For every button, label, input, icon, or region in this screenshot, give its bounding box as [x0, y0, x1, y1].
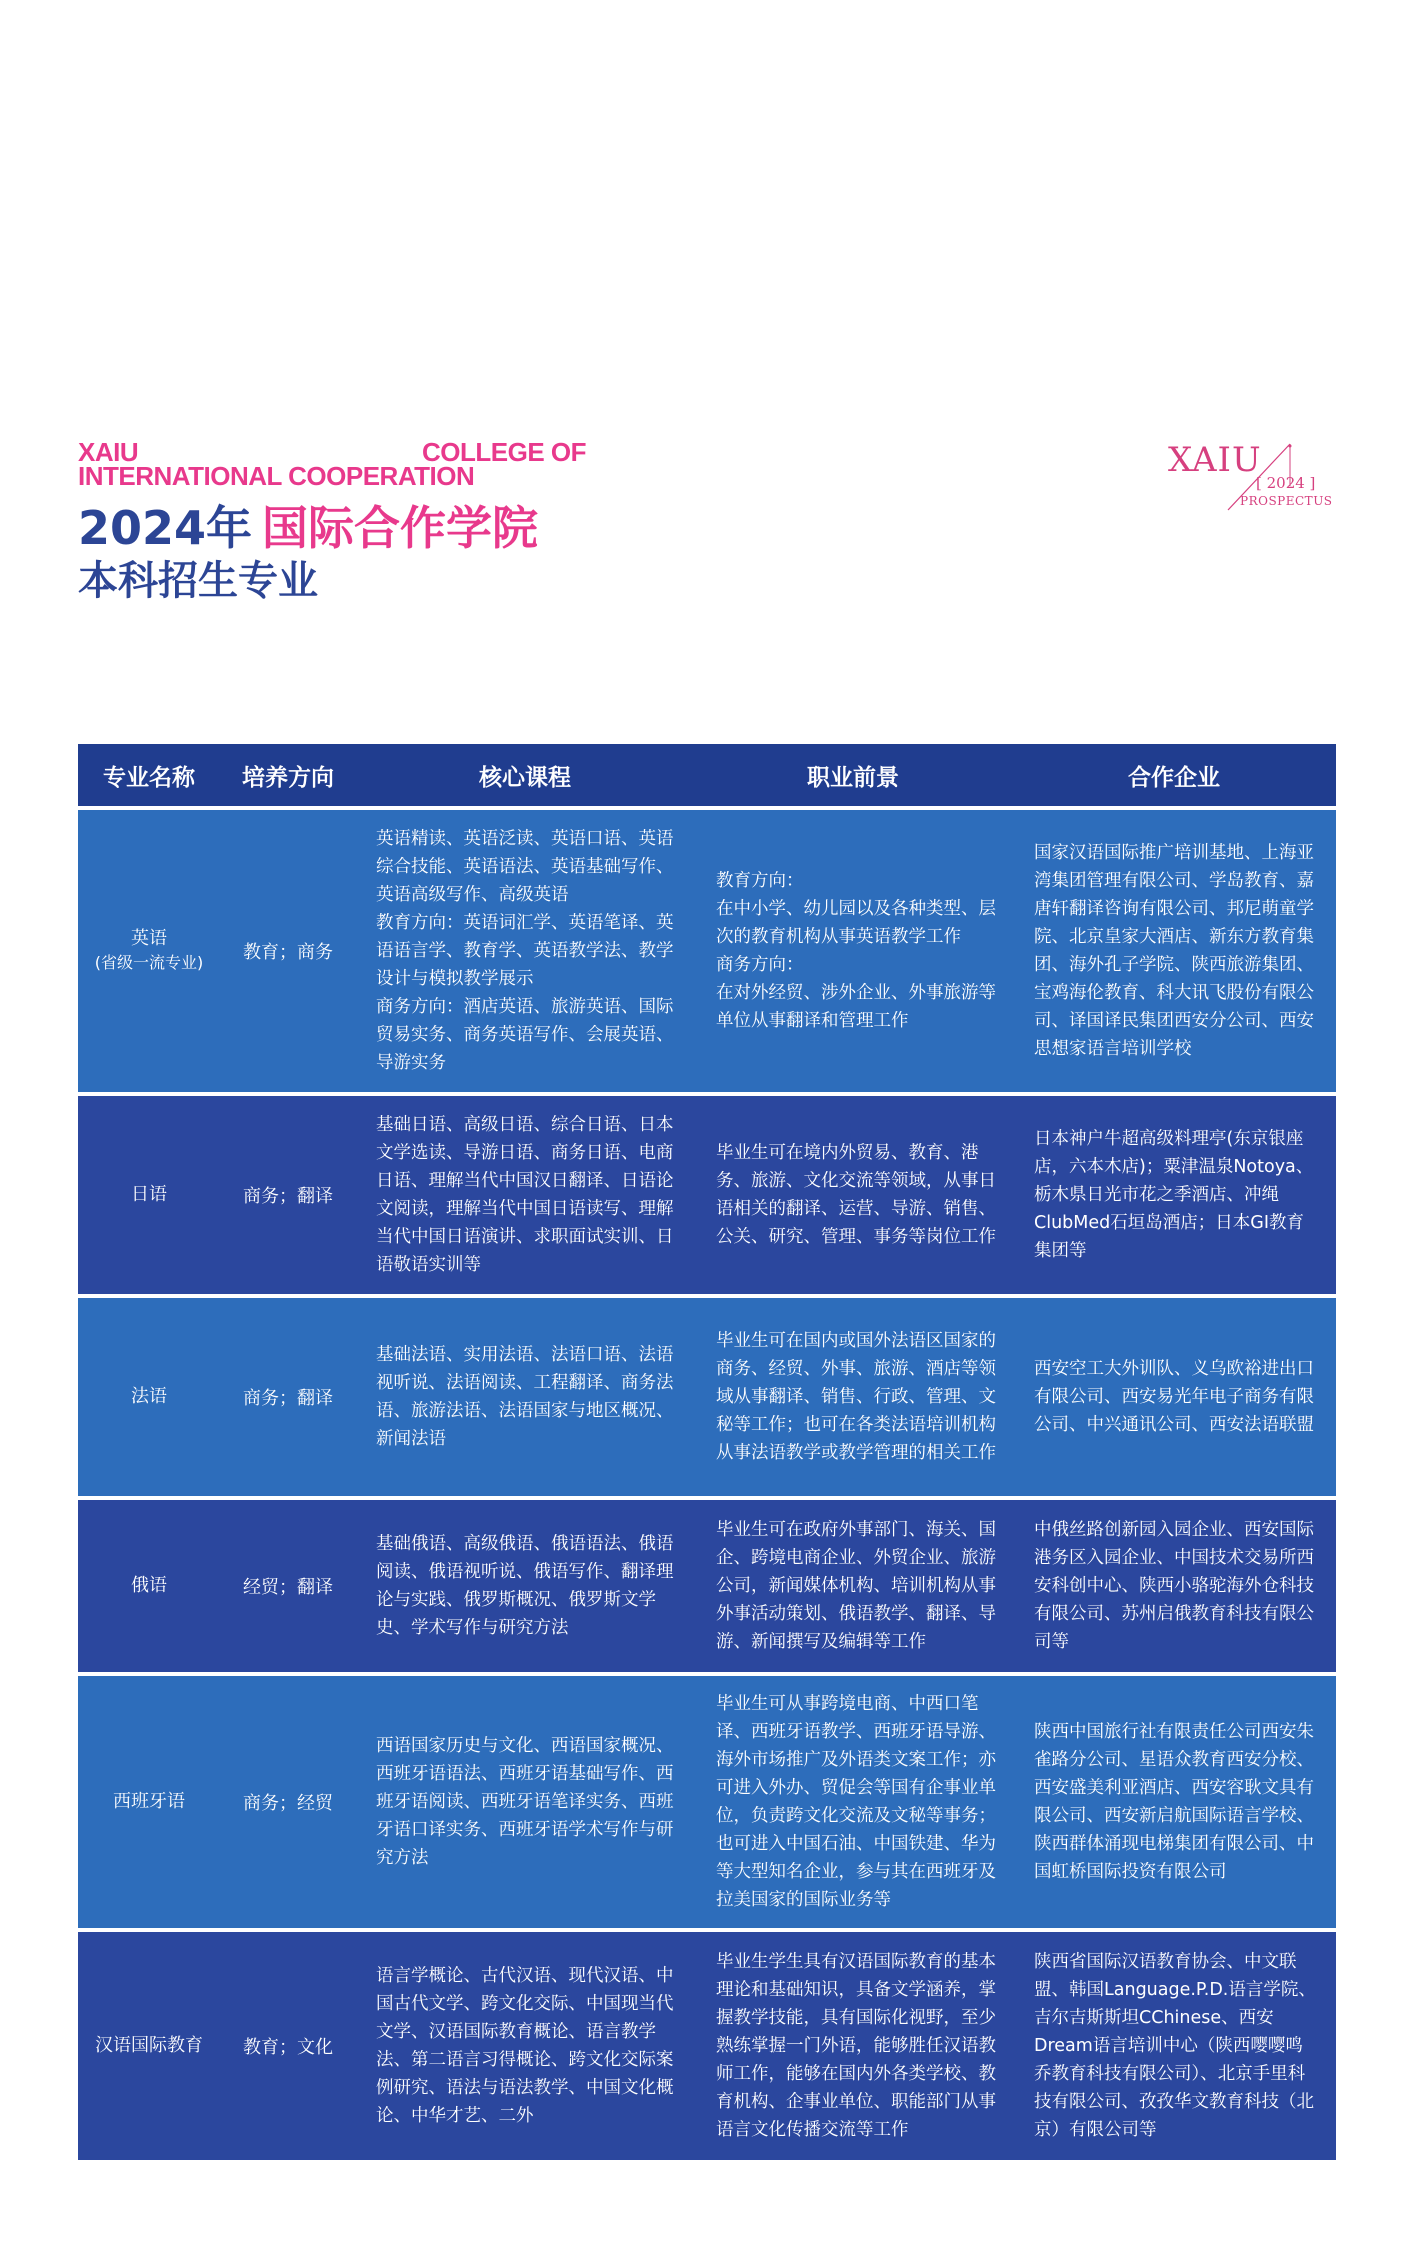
major-courses: 西语国家历史与文化、西语国家概况、西班牙语语法、西班牙语基础写作、西班牙语阅读、西班牙语笔译实务、西班牙语口译实务、西班牙语学术写作与研究方法 — [376, 1736, 674, 1868]
major-name: 汉语国际教育 — [95, 2035, 203, 2056]
major-direction: 商务；经贸 — [243, 1793, 333, 1814]
table-row — [78, 810, 1336, 1092]
major-partners: 陕西省国际汉语教育协会、中文联盟、韩国Language.P.D.语言学院、吉尔吉斯斯坦CChinese、西安Dream语言培训中心（陕西嘤嘤鸣乔教育科技有限公司）、北京手里科技有限公司、孜孜华文教育科技（北京）有限公司等 — [1034, 1952, 1316, 2140]
header-core-courses: 核心课程 — [479, 764, 571, 791]
major-courses: 英语精读、英语泛读、英语口语、英语综合技能、英语语法、英语基础写作、英语高级写作、高级英语 教育方向：英语词汇学、英语笔译、英语语言学、教育学、英语教学法、教学设计与模拟教学展示 商务方向：酒店英语、旅游英语、国际贸易实务、商务英语写作、会展英语、导游实务 — [376, 829, 674, 1073]
major-partners: 陕西中国旅行社有限责任公司西安朱雀路分公司、星语众教育西安分校、西安盛美利亚酒店、西安容耿文具有限公司、西安新启航国际语言学校、陕西群体涌现电梯集团有限公司、中国虹桥国际投资有限公司 — [1034, 1722, 1314, 1882]
major-name: 俄语 — [131, 1575, 167, 1596]
header-major-name: 专业名称 — [103, 764, 195, 791]
table-row — [78, 1096, 1336, 1294]
major-direction: 教育；商务 — [243, 942, 333, 963]
major-direction: 商务；翻译 — [243, 1186, 333, 1207]
table-header — [78, 744, 1336, 806]
major-career: 毕业生可在国内或国外法语区国家的商务、经贸、外事、旅游、酒店等领域从事翻译、销售、行政、管理、文秘等工作；也可在各类法语培训机构从事法语教学或教学管理的相关工作 — [716, 1331, 996, 1463]
en-college-of: COLLEGE OF — [422, 437, 586, 467]
major-courses: 语言学概论、古代汉语、现代汉语、中国古代文学、跨文化交际、中国现当代文学、汉语国际教育概论、语言教学法、第二语言习得概论、跨文化交际案例研究、语法与语法教学、中国文化概论、中华才艺、二外 — [376, 1966, 674, 2126]
major-partners: 中俄丝路创新园入园企业、西安国际港务区入园企业、中国技术交易所西安科创中心、陕西小骆驼海外仓科技有限公司、苏州启俄教育科技有限公司等 — [1034, 1520, 1314, 1652]
major-direction: 教育；文化 — [243, 2037, 333, 2058]
logo-subtitle: PROSPECTUS — [1240, 494, 1333, 508]
title-year: 2024年 — [78, 501, 253, 555]
major-direction: 经贸；翻译 — [243, 1577, 333, 1598]
logo-year: [ 2024 ] — [1256, 474, 1316, 492]
en-xaiu: XAIU — [78, 437, 139, 467]
major-name: 日语 — [131, 1184, 167, 1205]
english-title-line-2: INTERNATIONAL COOPERATION — [78, 461, 475, 491]
chinese-title — [78, 500, 618, 556]
majors-table — [78, 744, 1336, 2164]
header-direction: 培养方向 — [242, 764, 334, 791]
major-note: (省级一流专业) — [94, 953, 204, 972]
major-name — [78, 927, 220, 975]
major-career: 毕业生可从事跨境电商、中西口笔译、西班牙语教学、西班牙语导游、海外市场推广及外语类文案工作；亦可进入外办、贸促会等国有企事业单位，负责跨文化交流及文秘等事务；也可进入中国石油、中国铁建、华为等大型知名企业，参与其在西班牙及拉美国家的国际业务等 — [716, 1694, 996, 1910]
prospectus-logo — [1168, 440, 1348, 520]
major-partners: 日本神户牛超高级料理亭(东京银座店，六本木店)；粟津温泉Notoya、栃木県日光市花之季酒店、冲绳ClubMed石垣岛酒店；日本GI教育集团等 — [1034, 1129, 1314, 1261]
table-row — [78, 1676, 1336, 1928]
table-row — [78, 1500, 1336, 1672]
page-subtitle: 本科招生专业 — [78, 558, 318, 604]
major-career: 毕业生可在政府外事部门、海关、国企、跨境电商企业、外贸企业、旅游公司，新闻媒体机构、培训机构从事外事活动策划、俄语教学、翻译、导游、新闻撰写及编辑等工作 — [716, 1520, 996, 1652]
major-courses: 基础俄语、高级俄语、俄语语法、俄语阅读、俄语视听说、俄语写作、翻译理论与实践、俄罗斯概况、俄罗斯文学史、学术写作与研究方法 — [376, 1534, 674, 1638]
major-career: 教育方向： 在中小学、幼儿园以及各种类型、层次的教育机构从事英语教学工作 商务方向： 在对外经贸、涉外企业、外事旅游等单位从事翻译和管理工作 — [716, 871, 996, 1031]
major-name: 法语 — [131, 1386, 167, 1407]
logo-wordmark: XAIU — [1168, 440, 1262, 480]
header-career: 职业前景 — [807, 764, 899, 791]
major-name: 西班牙语 — [113, 1791, 185, 1812]
table-row — [78, 1932, 1336, 2160]
major-partners: 西安空工大外训队、义乌欧裕进出口有限公司、西安易光年电子商务有限公司、中兴通讯公司、西安法语联盟 — [1034, 1359, 1314, 1435]
major-courses: 基础日语、高级日语、综合日语、日本文学选读、导游日语、商务日语、电商日语、理解当代中国汉日翻译、日语论文阅读，理解当代中国日语读写、理解当代中国日语演讲、求职面试实训、日语敬语实训等 — [376, 1115, 674, 1275]
major-courses: 基础法语、实用法语、法语口语、法语视听说、法语阅读、工程翻译、商务法语、旅游法语、法语国家与地区概况、新闻法语 — [376, 1345, 674, 1449]
page-header — [78, 437, 618, 606]
major-partners: 国家汉语国际推广培训基地、上海亚湾集团管理有限公司、学岛教育、嘉唐轩翻译咨询有限公司、邦尼萌童学院、北京皇家大酒店、新东方教育集团、海外孔子学院、陕西旅游集团、宝鸡海伦教育、科大讯飞股份有限公司、译国译民集团西安分公司、西安思想家语言培训学校 — [1034, 843, 1314, 1059]
header-partners: 合作企业 — [1128, 764, 1220, 791]
major-name-text: 英语 — [131, 928, 167, 949]
major-career: 毕业生学生具有汉语国际教育的基本理论和基础知识，具备文学涵养，掌握教学技能，具有国际化视野，至少熟练掌握一门外语，能够胜任汉语教师工作，能够在国内外各类学校、教育机构、企事业单位、职能部门从事语言文化传播交流等工作 — [716, 1952, 996, 2140]
title-college: 国际合作学院 — [262, 501, 539, 555]
major-career: 毕业生可在境内外贸易、教育、港务、旅游、文化交流等领域，从事日语相关的翻译、运营、导游、销售、公关、研究、管理、事务等岗位工作 — [716, 1143, 996, 1247]
major-direction: 商务；翻译 — [243, 1388, 333, 1409]
table-row — [78, 1298, 1336, 1496]
